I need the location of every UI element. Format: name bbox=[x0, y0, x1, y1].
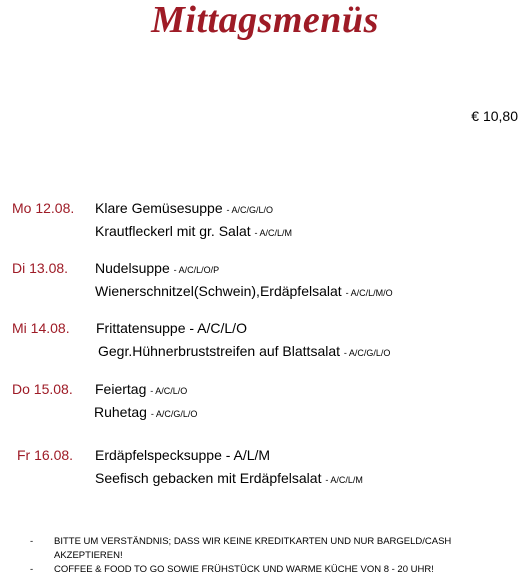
dish-name: Seefisch gebacken mit Erdäpfelsalat bbox=[95, 470, 322, 486]
soup-item bbox=[96, 320, 247, 336]
note-item bbox=[30, 563, 520, 577]
allergen-codes: - A/C/L/M bbox=[254, 228, 293, 238]
note-text: BITTE UM VERSTÄNDNIS; DASS WIR KEINE KREDITKARTEN UND NUR BARGELD/CASH AKZEPTIEREN! bbox=[54, 536, 452, 561]
note-item bbox=[30, 535, 520, 563]
day-block-thursday bbox=[0, 381, 530, 431]
page-title: Mittagsmenüs bbox=[151, 0, 379, 41]
main-dish-item bbox=[95, 283, 393, 299]
day-date: Do 15.08. bbox=[12, 381, 73, 397]
dish-name: Wienerschnitzel(Schwein),Erdäpfelsalat bbox=[95, 283, 342, 299]
allergen-codes: - A/C/L/M bbox=[325, 475, 363, 485]
note-text: COFFEE & FOOD TO GO SOWIE FRÜHSTÜCK UND WARME KÜCHE VON 8 - 20 UHR! bbox=[54, 564, 434, 575]
dish-name: Feiertag bbox=[95, 381, 147, 397]
day-date: Mi 14.08. bbox=[12, 320, 70, 336]
allergen-codes: - A/C/L/O bbox=[150, 386, 188, 396]
dish-name: Gegr.Hühnerbruststreifen auf Blattsalat bbox=[98, 343, 341, 359]
day-block-friday bbox=[0, 447, 530, 497]
day-block-wednesday bbox=[0, 320, 530, 370]
allergen-codes: - A/C/G/L/O bbox=[226, 205, 274, 215]
main-dish-item bbox=[95, 223, 292, 239]
soup-item bbox=[95, 381, 187, 397]
dash-bullet: - bbox=[30, 564, 34, 575]
dish-name: Krautfleckerl mit gr. Salat bbox=[95, 223, 251, 239]
dish-name: Frittatensuppe - A/C/L/O bbox=[96, 320, 247, 336]
dash-bullet: - bbox=[30, 536, 34, 547]
soup-item bbox=[95, 447, 270, 463]
day-block-monday bbox=[0, 200, 530, 250]
main-dish-item bbox=[98, 343, 390, 359]
dish-name: Klare Gemüsesuppe bbox=[95, 200, 223, 216]
dish-name: Erdäpfelspecksuppe - A/L/M bbox=[95, 447, 271, 463]
dish-name: Nudelsuppe bbox=[95, 260, 170, 276]
day-date: Mo 12.08. bbox=[12, 200, 75, 216]
main-dish-item bbox=[94, 404, 197, 420]
allergen-codes: - A/C/L/O/P bbox=[173, 265, 220, 275]
allergen-codes: - A/C/G/L/O bbox=[150, 409, 198, 419]
main-dish-item bbox=[95, 470, 363, 486]
menu-price: € 10,80 bbox=[471, 108, 518, 124]
day-block-tuesday bbox=[0, 260, 530, 310]
notes-list bbox=[30, 535, 520, 577]
day-date: Di 13.08. bbox=[12, 260, 69, 276]
dish-name: Ruhetag bbox=[94, 404, 147, 420]
allergen-codes: - A/C/G/L/O bbox=[343, 348, 391, 358]
day-date: Fr 16.08. bbox=[17, 447, 74, 463]
soup-item bbox=[95, 200, 273, 216]
soup-item bbox=[95, 260, 219, 276]
allergen-codes: - A/C/L/M/O bbox=[345, 288, 393, 298]
